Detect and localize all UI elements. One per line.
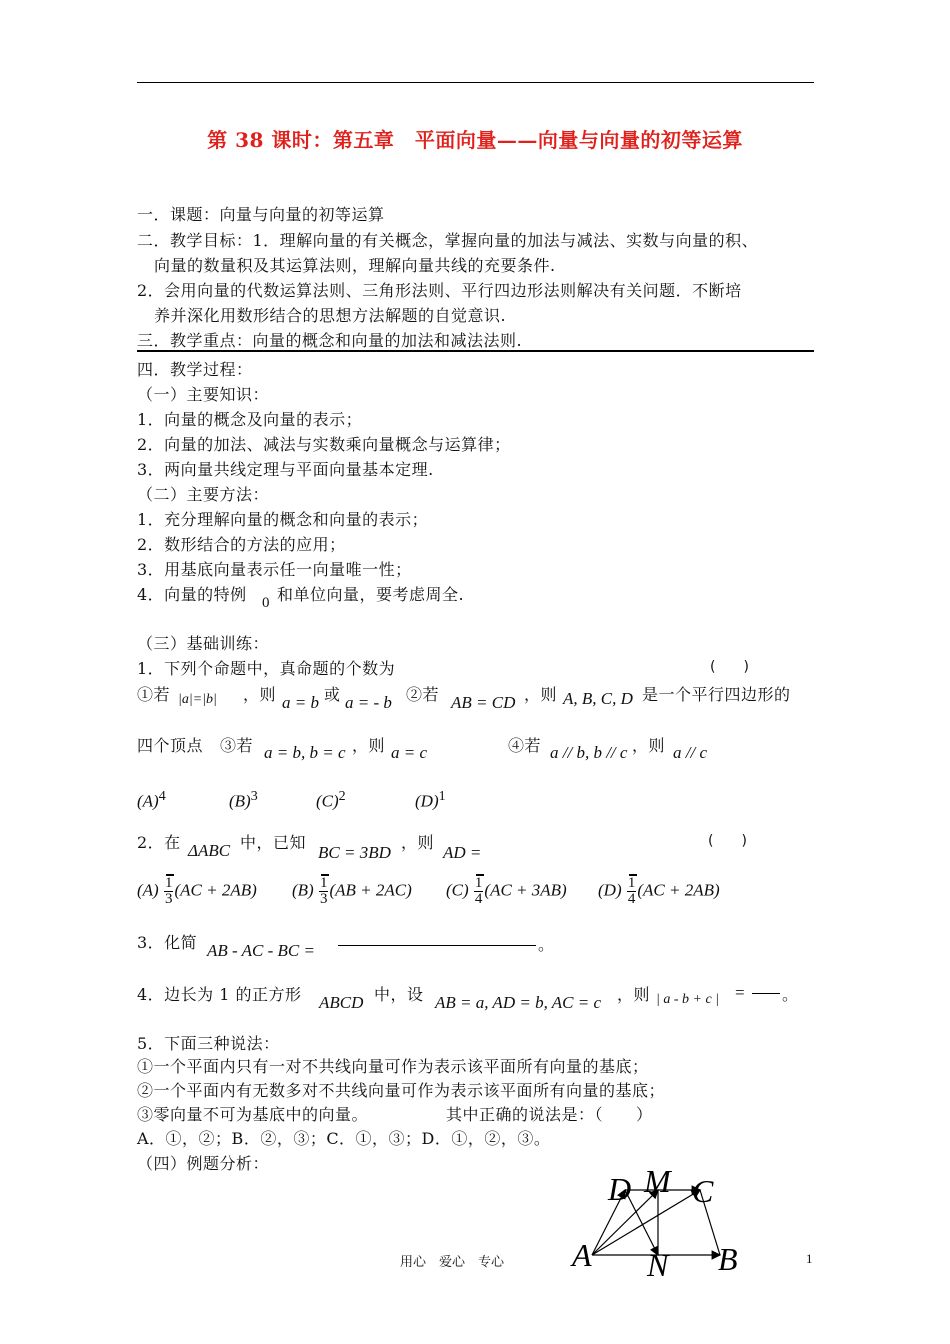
option-label: (A)	[137, 791, 159, 811]
q5-statement: ①一个平面内只有一对不共线向量可作为表示该平面所有向量的基底；	[137, 1057, 649, 1076]
section-goals-line1: 二．教学目标：1．理解向量的有关概念，掌握向量的加法与减法、实数与向量的积、	[137, 231, 759, 250]
q1-p2-label: ②若	[406, 685, 440, 704]
zero-vector-symbol: 0	[262, 595, 270, 611]
fraction: $\frac{1}{3}$	[319, 875, 328, 907]
section-goals-line4: 养并深化用数形结合的思想方法解题的自觉意识.	[154, 306, 507, 325]
q1-option-d	[415, 789, 446, 812]
methods-item: 1．充分理解向量的概念和向量的表示；	[137, 510, 429, 529]
option-expr: (AC + 2AB)	[637, 880, 720, 900]
option-expr: (AB + 2AC)	[329, 880, 412, 900]
option-label: (B)	[292, 880, 314, 900]
knowledge-heading: （一）主要知识：	[137, 385, 270, 404]
q1-option-c	[316, 789, 346, 812]
q5-stem: 5．下面三种说法：	[137, 1034, 280, 1053]
methods-item: 2．数形结合的方法的应用；	[137, 535, 346, 554]
q3-expr: AB - AC - BC =	[207, 941, 315, 960]
q1-p2-conclusion-cont: 四个顶点	[137, 736, 204, 755]
q1-answer-blank: ( )	[710, 659, 749, 675]
option-value: 4	[158, 789, 166, 804]
q4-equals: =	[735, 983, 745, 1002]
q4-let: 中，设	[374, 985, 424, 1004]
q2-option-b	[292, 876, 412, 907]
q2-then: ，则	[401, 833, 435, 852]
q1-p4-conclusion: a // c	[673, 743, 707, 762]
methods-heading: （二）主要方法：	[137, 485, 270, 504]
point-label-b: B	[718, 1241, 738, 1277]
q1-p2-expr: AB = CD	[451, 693, 516, 712]
fraction: $\frac{1}{4}$	[627, 875, 636, 907]
q1-p2-points: A, B, C, D	[563, 689, 633, 708]
q2-condition: BC = 3BD	[318, 843, 391, 862]
page-number: 1	[806, 1251, 813, 1266]
q4-answer-line	[752, 993, 780, 994]
q4-square: ABCD	[319, 993, 364, 1012]
q5-choices: A．①，②；B．②，③；C．①，③；D．①，②，③。	[137, 1129, 551, 1148]
q2-answer-blank: ( )	[708, 833, 747, 849]
page-title: 第 38 课时：第五章 平面向量——向量与向量的初等运算	[207, 128, 743, 152]
q4-end: 。	[782, 985, 799, 1004]
q1-p1-then: ，则	[243, 685, 277, 704]
option-expr: (AC + 3AB)	[484, 880, 567, 900]
q5-ask: 其中正确的说法是：（ ）	[446, 1105, 653, 1124]
knowledge-item: 3．两向量共线定理与平面向量基本定理.	[137, 460, 434, 479]
section-goals-line2: 向量的数量积及其运算法则，理解向量共线的充要条件.	[154, 256, 556, 275]
q1-p3-label: ③若	[220, 736, 254, 755]
q4-stem: 4．边长为 1 的正方形	[137, 985, 302, 1004]
option-value: 1	[438, 789, 446, 804]
section-focus: 三．教学重点：向量的概念和向量的加法和减法法则.	[137, 331, 523, 350]
parallelogram-figure	[570, 1160, 780, 1285]
option-label: (A)	[137, 880, 159, 900]
q4-expr: | a - b + c |	[656, 992, 720, 1007]
q3-end: 。	[538, 935, 555, 954]
knowledge-item: 1．向量的概念及向量的表示；	[137, 410, 363, 429]
q3-answer-line	[338, 945, 536, 946]
point-label-d: D	[608, 1171, 632, 1207]
methods-item-4-end: 和单位向量，要考虑周全.	[277, 585, 465, 604]
q1-p4-expr: a // b, b // c	[550, 743, 628, 762]
q1-p2-then: ，则	[524, 685, 558, 704]
option-label: (B)	[229, 791, 251, 811]
q1-p4-label: ④若	[508, 736, 542, 755]
option-label: (C)	[316, 791, 339, 811]
section-goals-line3: 2．会用向量的代数运算法则、三角形法则、平行四边形法则解决有关问题．不断培	[137, 281, 742, 300]
methods-item-4-start: 4．向量的特例	[137, 585, 247, 604]
option-label: (C)	[446, 880, 469, 900]
option-value: 2	[338, 789, 346, 804]
option-label: (D)	[415, 791, 439, 811]
q1-stem: 1．下列个命题中，真命题的个数为	[137, 659, 396, 678]
q1-p3-then: ，则	[352, 736, 386, 755]
point-label-a: A	[572, 1237, 592, 1273]
q1-p1-case1: a = b	[282, 693, 319, 712]
option-label: (D)	[598, 880, 622, 900]
q2-option-c	[446, 876, 567, 907]
q1-option-b	[229, 789, 258, 812]
point-label-m: M	[644, 1163, 671, 1199]
option-expr: (AC + 2AB)	[174, 880, 257, 900]
q1-p3-conclusion: a = c	[391, 743, 428, 762]
q1-p1-label: ①若	[137, 685, 171, 704]
section-topic: 一．课题：向量与向量的初等运算	[137, 205, 385, 224]
knowledge-item: 2．向量的加法、减法与实数乘向量概念与运算律；	[137, 435, 511, 454]
q2-stem-start: 2．在	[137, 833, 181, 852]
q5-statement: ③零向量不可为基底中的向量。	[137, 1105, 369, 1124]
point-label-n: N	[647, 1247, 669, 1283]
fraction: $\frac{1}{3}$	[164, 875, 173, 907]
q1-p1-expr: |a|=|b|	[178, 692, 217, 707]
option-value: 3	[250, 789, 258, 804]
q1-p3-expr: a = b, b = c	[264, 743, 346, 762]
q1-option-a	[137, 789, 166, 812]
q2-option-a	[137, 876, 257, 907]
q1-p1-case2: a = - b	[345, 693, 392, 712]
q4-then: ，则	[617, 985, 651, 1004]
methods-item: 3．用基底向量表示任一向量唯一性；	[137, 560, 412, 579]
training-heading: （三）基础训练：	[137, 634, 270, 653]
q3-stem: 3．化简	[137, 933, 198, 952]
q1-p1-or: 或	[324, 685, 341, 704]
q1-p2-conclusion: 是一个平行四边形的	[642, 685, 791, 704]
q2-ask: AD =	[443, 843, 482, 862]
q5-statement: ②一个平面内有无数多对不共线向量可作为表示该平面所有向量的基底；	[137, 1081, 666, 1100]
page-footer: 用心 爱心 专心	[400, 1255, 505, 1270]
q1-p4-then: ，则	[632, 736, 666, 755]
example-heading: （四）例题分析：	[137, 1154, 270, 1173]
top-rule	[137, 82, 814, 83]
point-label-c: C	[692, 1173, 714, 1209]
q2-known: 中，已知	[240, 833, 307, 852]
fraction: $\frac{1}{4}$	[474, 875, 483, 907]
section-process: 四．教学过程：	[137, 360, 253, 379]
q4-condition: AB = a, AD = b, AC = c	[435, 993, 601, 1012]
q2-triangle: ΔABC	[188, 841, 231, 860]
q2-option-d	[598, 876, 720, 907]
